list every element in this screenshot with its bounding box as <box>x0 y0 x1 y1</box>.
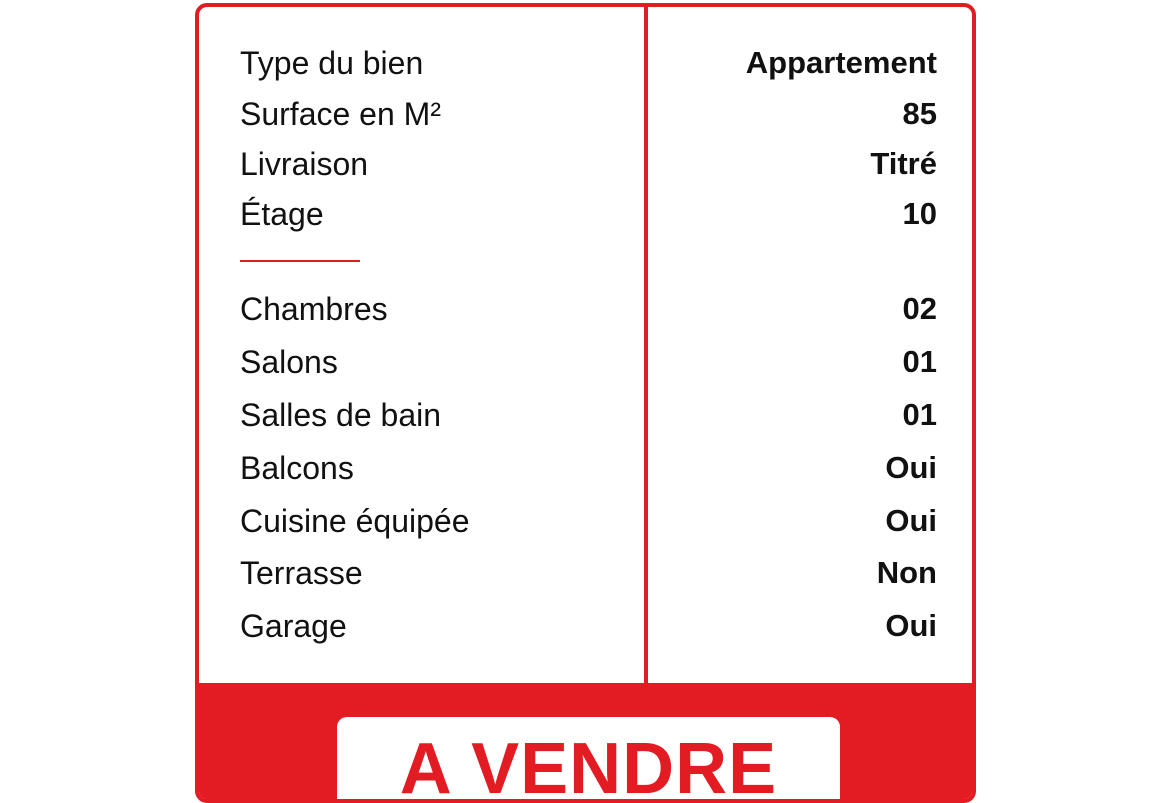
row-surface <box>199 98 972 148</box>
value-salles-de-bain: 01 <box>902 397 937 432</box>
row-chambres <box>199 293 972 343</box>
value-cuisine: Oui <box>885 503 937 538</box>
sale-badge <box>337 717 840 803</box>
value-chambres: 02 <box>902 291 937 326</box>
row-balcons <box>199 452 972 502</box>
label-cuisine: Cuisine équipée <box>240 503 470 539</box>
label-balcons: Balcons <box>240 450 354 486</box>
section-separator <box>240 260 360 262</box>
value-surface: 85 <box>902 96 937 131</box>
sale-label: A VENDRE <box>399 729 778 803</box>
value-balcons: Oui <box>885 450 937 485</box>
value-type: Appartement <box>745 45 937 80</box>
label-surface: Surface en M² <box>240 96 441 132</box>
footer-banner <box>199 683 972 803</box>
label-salons: Salons <box>240 344 338 380</box>
row-salons <box>199 346 972 396</box>
value-etage: 10 <box>902 196 937 231</box>
row-garage <box>199 610 972 660</box>
value-terrasse: Non <box>876 555 937 590</box>
label-garage: Garage <box>240 608 347 644</box>
label-etage: Étage <box>240 196 324 232</box>
row-cuisine <box>199 505 972 555</box>
property-card <box>195 3 976 803</box>
value-livraison: Titré <box>870 146 937 181</box>
label-chambres: Chambres <box>240 291 388 327</box>
row-terrasse <box>199 557 972 607</box>
label-terrasse: Terrasse <box>240 555 363 591</box>
value-garage: Oui <box>885 608 937 643</box>
label-salles-de-bain: Salles de bain <box>240 397 442 433</box>
row-etage <box>199 198 972 248</box>
row-salles-de-bain <box>199 399 972 449</box>
label-type: Type du bien <box>240 45 424 81</box>
row-livraison <box>199 148 972 198</box>
label-livraison: Livraison <box>240 146 369 182</box>
value-salons: 01 <box>902 344 937 379</box>
row-type <box>199 47 972 97</box>
